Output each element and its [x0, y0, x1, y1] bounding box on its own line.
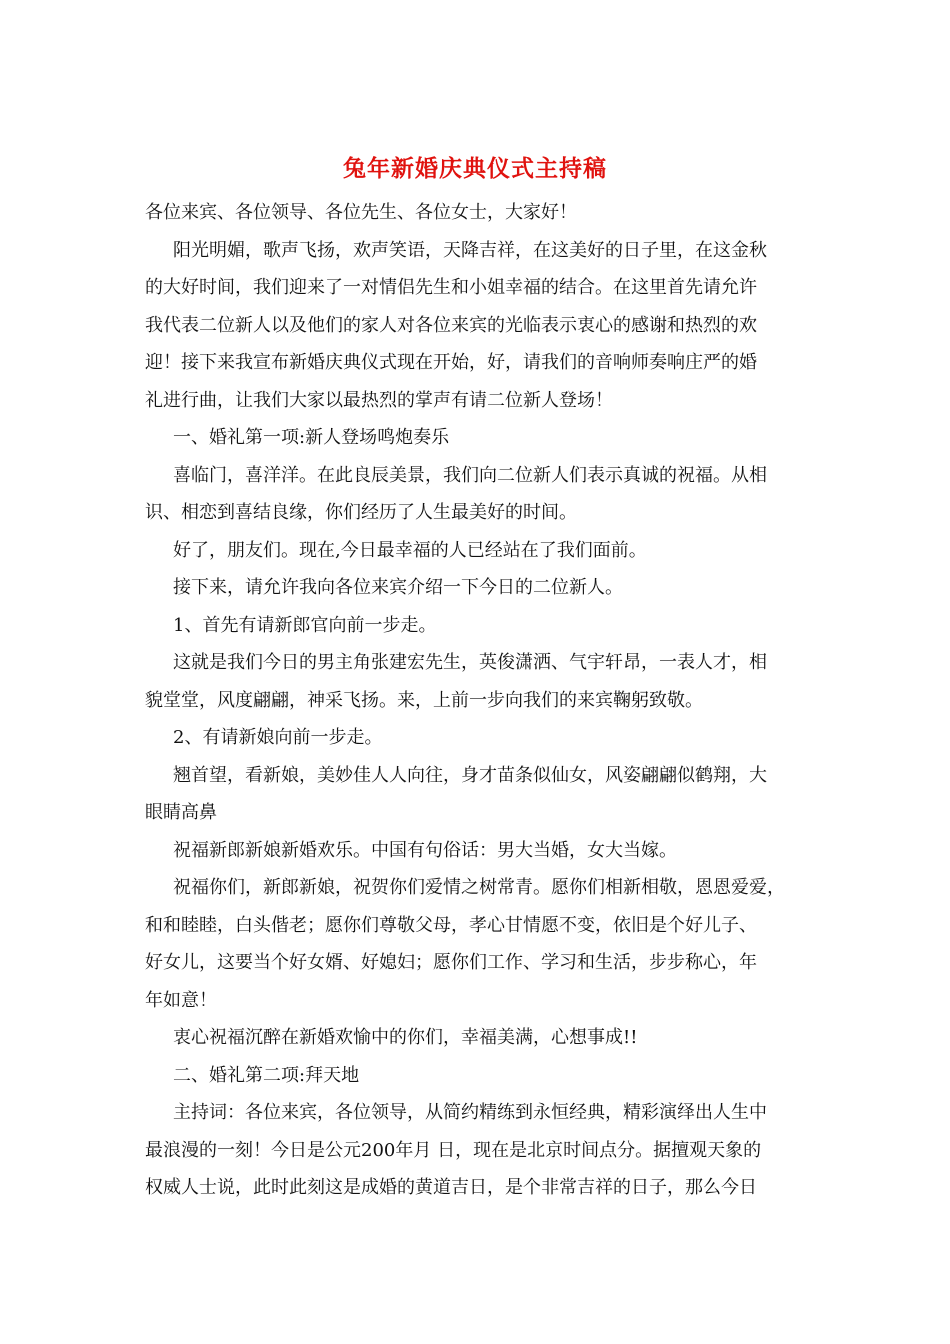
text-line: 祝福你们，新郎新娘，祝贺你们爱情之树常青。愿你们相新相敬，恩恩爱爱，	[173, 877, 785, 898]
text-line: 权威人士说，此时此刻这是成婚的黄道吉日，是个非常吉祥的日子，那么今日	[145, 1177, 757, 1198]
text-line: 识、相恋到喜结良缘，你们经历了人生最美好的时间。	[145, 502, 577, 523]
document-title: 兔年新婚庆典仪式主持稿	[343, 155, 607, 182]
text-line: 1、首先有请新郎官向前一步走。	[173, 615, 437, 636]
text-line: 的大好时间，我们迎来了一对情侣先生和小姐幸福的结合。在这里首先请允许	[145, 277, 757, 298]
text-line: 我代表二位新人以及他们的家人对各位来宾的光临表示衷心的感谢和热烈的欢	[145, 315, 757, 336]
text-line: 2、有请新娘向前一步走。	[173, 727, 383, 748]
text-line: 好了，朋友们。现在,今日最幸福的人已经站在了我们面前。	[173, 540, 647, 561]
text-line: 貌堂堂，风度翩翩，神采飞扬。来，上前一步向我们的来宾鞠躬致敬。	[145, 690, 703, 711]
text-line: 祝福新郎新娘新婚欢乐。中国有句俗话：男大当婚，女大当嫁。	[173, 840, 677, 861]
text-line: 主持词：各位来宾，各位领导，从简约精练到永恒经典，精彩演绎出人生中	[173, 1102, 767, 1123]
text-line: 各位来宾、各位领导、各位先生、各位女士，大家好！	[145, 202, 577, 223]
text-line: 最浪漫的一刻！今日是公元200年月 日，现在是北京时间点分。据擅观天象的	[145, 1140, 762, 1161]
text-line: 好女儿，这要当个好女婿、好媳妇；愿你们工作、学习和生活，步步称心，年	[145, 952, 757, 973]
text-line: 翘首望，看新娘，美妙佳人人向往，身才苗条似仙女，风姿翩翩似鹤翔，大	[173, 765, 767, 786]
text-line: 喜临门，喜洋洋。在此良辰美景，我们向二位新人们表示真诚的祝福。从相	[173, 465, 767, 486]
text-line: 年如意！	[145, 990, 217, 1011]
text-line: 二、婚礼第二项:拜天地	[173, 1065, 360, 1086]
text-line: 衷心祝福沉醉在新婚欢愉中的你们，幸福美满，心想事成!!	[173, 1027, 638, 1048]
text-line: 和和睦睦，白头偕老；愿你们尊敬父母，孝心甘情愿不变，依旧是个好儿子、	[145, 915, 757, 936]
text-line: 礼进行曲，让我们大家以最热烈的掌声有请二位新人登场！	[145, 390, 613, 411]
text-line: 阳光明媚，歌声飞扬，欢声笑语，天降吉祥，在这美好的日子里，在这金秋	[173, 240, 767, 261]
text-line: 接下来，请允许我向各位来宾介绍一下今日的二位新人。	[173, 577, 623, 598]
text-line: 眼睛高鼻	[145, 802, 217, 823]
text-line: 一、婚礼第一项:新人登场鸣炮奏乐	[173, 427, 450, 448]
text-line: 这就是我们今日的男主角张建宏先生，英俊潇洒、气宇轩昂，一表人才，相	[173, 652, 767, 673]
text-line: 迎！接下来我宣布新婚庆典仪式现在开始，好，请我们的音响师奏响庄严的婚	[145, 352, 757, 373]
